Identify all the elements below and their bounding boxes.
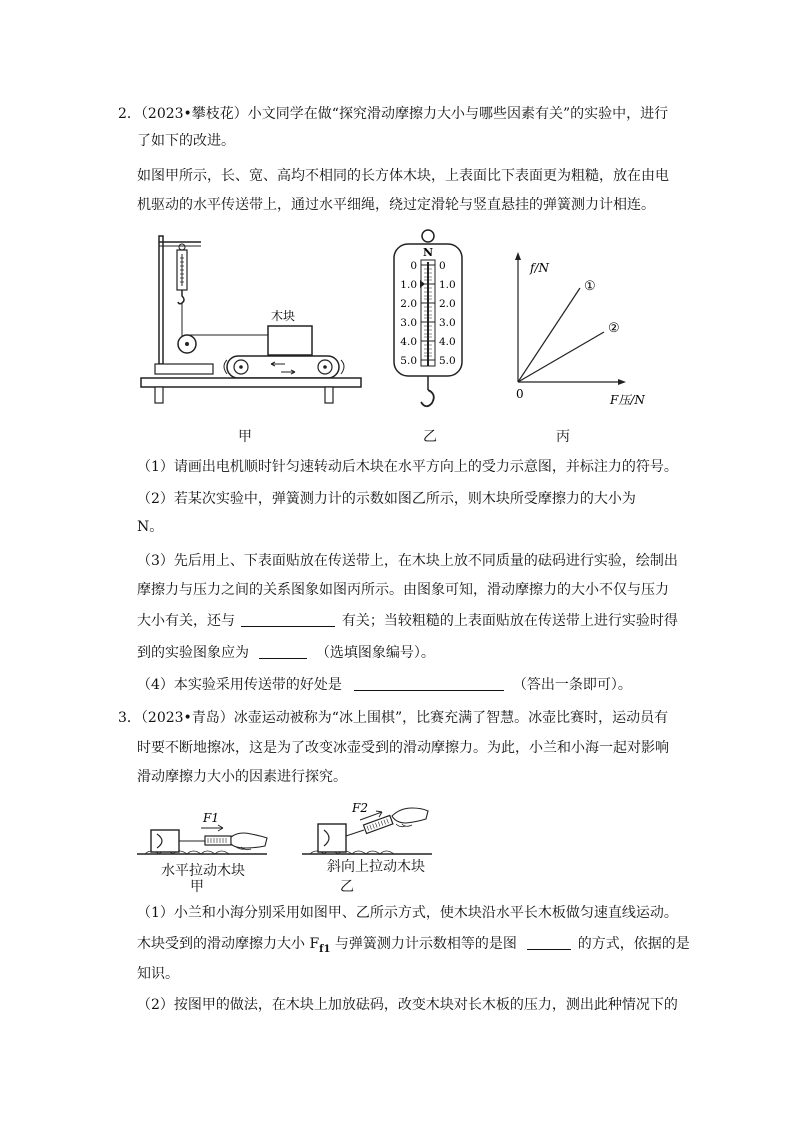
block-label: 木块	[271, 309, 296, 323]
q2-header-cont: 了如下的改进。	[137, 133, 235, 149]
q2-figure-bing	[500, 236, 645, 408]
q2-intro-line1: 如图甲所示，长、宽、高均不相同的长方体木块，上表面比下表面更为粗糙，放在由电	[137, 168, 669, 184]
q2-part1: （1）请画出电机顺时针匀速转动后木块在水平方向上的受力示意图，并标注力的符号。	[137, 459, 678, 475]
q3-yi-caption: 乙	[340, 879, 354, 895]
q3-part1-c: 知识。	[137, 966, 179, 982]
scale-left-tick: 0	[410, 260, 417, 272]
q3-part1-b1: 木块受到的滑动摩擦力大小 F	[137, 936, 320, 952]
scale-right-tick: 4.0	[439, 336, 456, 348]
q2-header: 2．（2023•攀枝花）小文同学在做“探究滑动摩擦力大小与哪些因素有关”的实验中，进行	[118, 106, 669, 122]
q2-part2-a: （2）若某次实验中，弹簧测力计的示数如图乙所示，则木块所受摩擦力的大小为	[137, 491, 636, 507]
q2-part4-b: （答出一条即可）。	[512, 677, 632, 693]
graph-origin: 0	[516, 387, 524, 401]
scale-unit: N	[423, 246, 434, 259]
scale-left-tick: 2.0	[400, 298, 417, 310]
q2-part4-a: （4）本实验采用传送带的好处是	[137, 677, 342, 693]
fig-bing-caption: 丙	[556, 429, 570, 445]
q3-part1-b2: 与弹簧测力计示数相等的是图	[330, 936, 517, 952]
answer-blank-4[interactable]	[354, 676, 504, 691]
q2-part3-a: （3）先后用上、下表面贴放在传送带上，在木块上放不同质量的砝码进行实验，绘制出	[137, 553, 678, 569]
answer-blank-3a[interactable]	[241, 612, 335, 627]
q3-jia-caption: 甲	[190, 879, 204, 895]
scale-right-tick: 2.0	[439, 298, 456, 310]
q2-part3-b: 摩擦力与压力之间的关系图象如图丙所示。由图象可知，滑动摩擦力的大小不仅与压力	[137, 582, 669, 598]
graph-line-1-label: ①	[584, 279, 596, 294]
graph-x-label: F压/N	[610, 393, 645, 407]
q2-part4	[137, 675, 632, 695]
q3-part1-sub: f1	[319, 943, 331, 955]
q3-line2: 时要不断地擦冰，这是为了改变冰壶受到的滑动摩擦力。为此，小兰和小海一起对影响	[137, 740, 669, 756]
q3-part1-b3: 的方式，依据的是	[577, 936, 690, 952]
graph-line-2	[518, 332, 604, 382]
scale-right-tick: 5.0	[439, 355, 456, 367]
fig-yi-caption: 乙	[423, 429, 437, 445]
q3-line3: 滑动摩擦力大小的因素进行探究。	[137, 769, 347, 785]
graph-line-1	[518, 288, 580, 382]
scale-right-tick: 1.0	[439, 279, 456, 291]
q2-part2-b: N。	[137, 519, 164, 535]
q2-part3-d	[137, 643, 435, 663]
scale-left-tick: 5.0	[400, 355, 417, 367]
answer-blank-3b[interactable]	[259, 644, 307, 659]
q2-figure-jia	[135, 228, 367, 408]
q2-part3-d2: （选填图象编号）。	[315, 645, 435, 661]
scale-right-tick: 3.0	[439, 317, 456, 329]
graph-line-2-label: ②	[608, 321, 620, 336]
q3-jia-force: F1	[203, 811, 219, 825]
q3-yi-force: F2	[352, 801, 368, 815]
q2-intro-line2: 机驱动的水平传送带上，通过水平细绳，绕过定滑轮与竖直悬挂的弹簧测力计相连。	[137, 197, 655, 213]
scale-left-tick: 3.0	[400, 317, 417, 329]
q3-part1-b	[137, 934, 690, 960]
q3-part1-a: （1）小兰和小海分别采用如图甲、乙所示方式，使木块沿水平长木板做匀速直线运动。	[137, 905, 678, 921]
q2-part3-c	[137, 611, 678, 631]
graph-y-label: f/N	[530, 261, 549, 275]
scale-left-tick: 4.0	[400, 336, 417, 348]
answer-blank-q3-1[interactable]	[527, 935, 571, 950]
q2-part3-c1: 大小有关，还与	[137, 613, 235, 629]
q3-header: 3．（2023•青岛）冰壶运动被称为“冰上围棋”，比赛充满了智慧。冰壶比赛时，运动员有	[118, 710, 669, 726]
scale-left-tick: 1.0	[400, 279, 417, 291]
q3-yi-desc: 斜向上拉动木块	[327, 859, 425, 875]
q3-part2-a: （2）按图甲的做法，在木块上加放砝码，改变木块对长木板的压力，测出此种情况下的	[137, 997, 678, 1013]
scale-right-tick: 0	[439, 260, 446, 272]
q3-jia-desc: 水平拉动木块	[161, 863, 245, 879]
q2-part3-d1: 到的实验图象应为	[137, 645, 249, 661]
q2-part3-c2: 有关；当较粗糙的上表面贴放在传送带上进行实验时得	[341, 613, 678, 629]
fig-jia-caption: 甲	[238, 429, 252, 445]
q2-figure-yi	[386, 226, 472, 414]
